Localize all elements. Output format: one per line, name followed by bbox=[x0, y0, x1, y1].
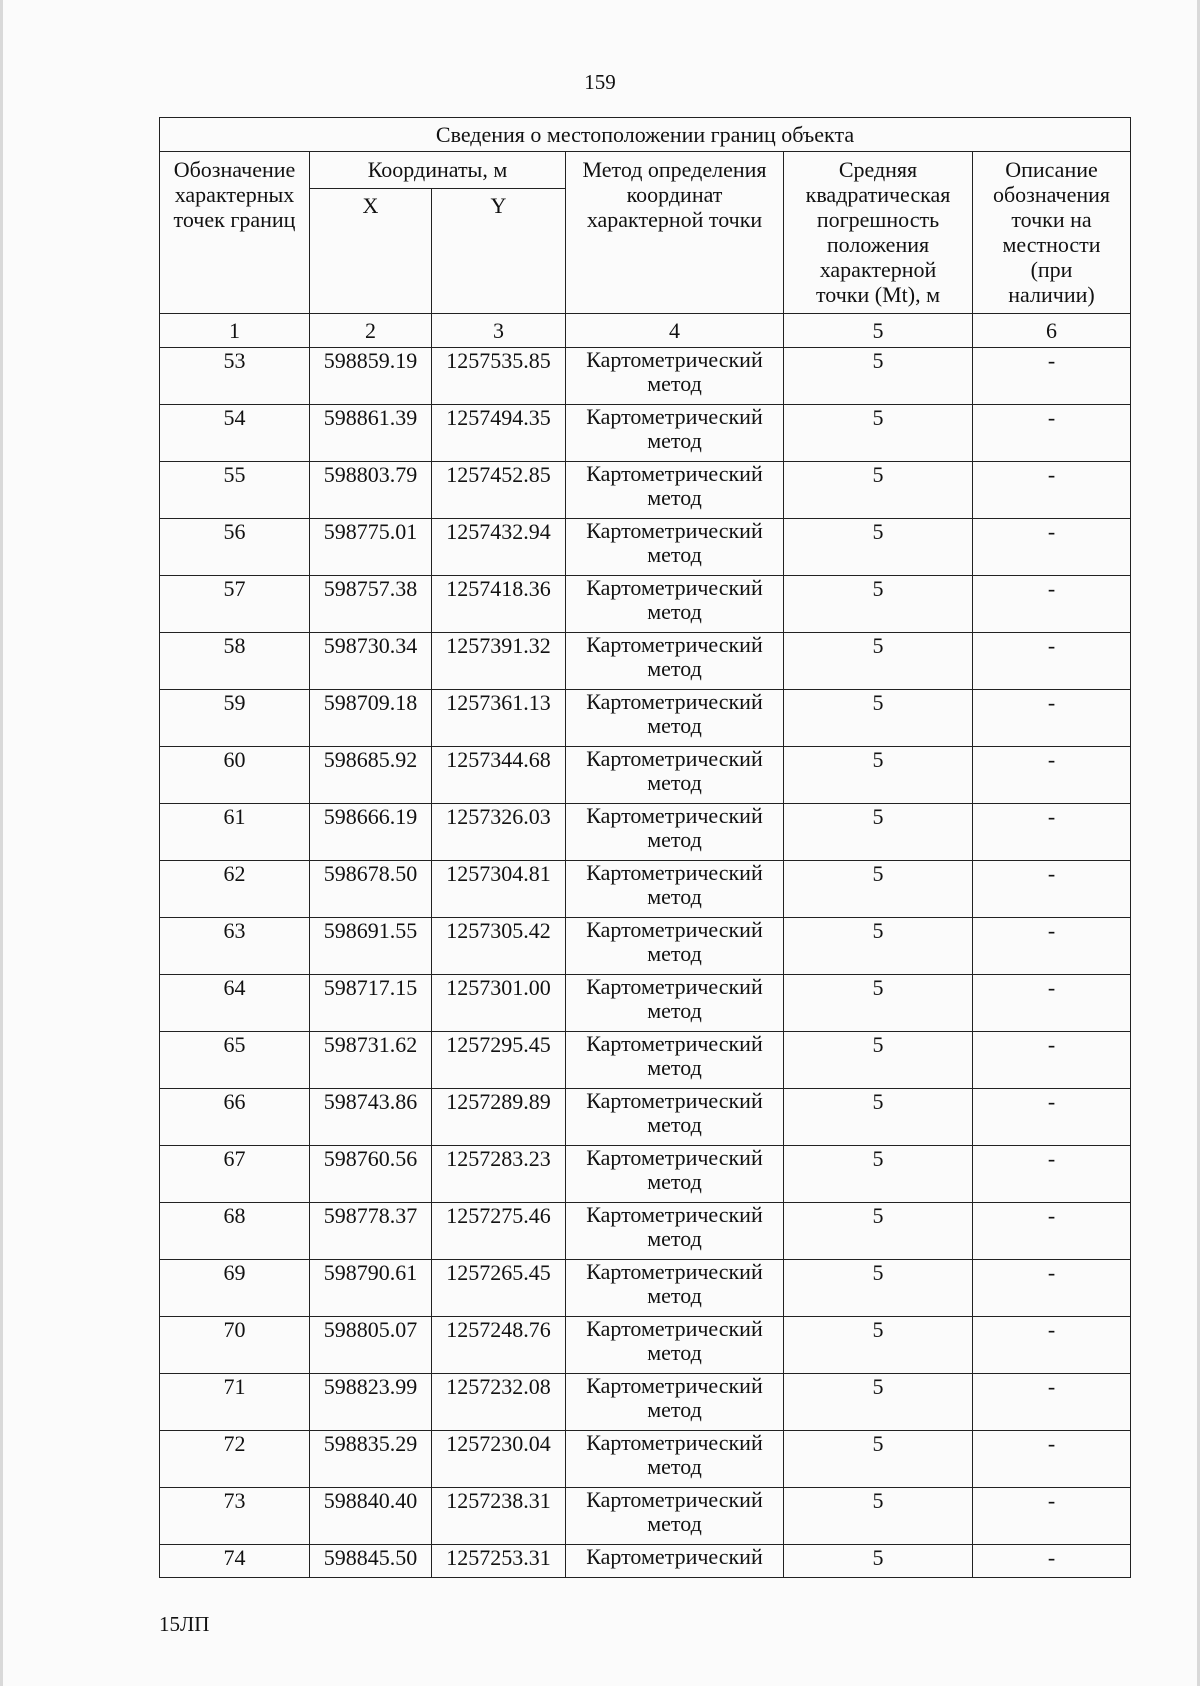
cell-method-line: Картометрический bbox=[586, 1373, 763, 1398]
cell-error: 5 bbox=[784, 1260, 973, 1317]
cell-method-line: Картометрический bbox=[586, 917, 763, 942]
cell-method-line: Картометрический bbox=[586, 1145, 763, 1170]
cell-error: 5 bbox=[784, 1089, 973, 1146]
table-row bbox=[160, 1203, 1131, 1260]
cell-x: 598840.40 bbox=[310, 1488, 432, 1545]
boundary-coordinates-table bbox=[159, 117, 1131, 1578]
cell-method-line: метод bbox=[647, 713, 702, 738]
cell-description: - bbox=[973, 804, 1131, 861]
table-row bbox=[160, 804, 1131, 861]
cell-method-line: Картометрический bbox=[586, 347, 763, 372]
header-line: (при bbox=[1030, 257, 1073, 282]
cell-method-line: Картометрический bbox=[586, 1259, 763, 1284]
cell-x: 598709.18 bbox=[310, 690, 432, 747]
cell-method-line: Картометрический bbox=[586, 1088, 763, 1113]
cell-x: 598778.37 bbox=[310, 1203, 432, 1260]
cell-y: 1257304.81 bbox=[432, 861, 566, 918]
column-number: 6 bbox=[973, 314, 1131, 348]
cell-y: 1257361.13 bbox=[432, 690, 566, 747]
cell-point: 58 bbox=[160, 633, 310, 690]
cell-method-line: метод bbox=[647, 1112, 702, 1137]
table-row bbox=[160, 1146, 1131, 1203]
table-row bbox=[160, 462, 1131, 519]
header-line: наличии) bbox=[1008, 282, 1095, 307]
cell-x: 598731.62 bbox=[310, 1032, 432, 1089]
cell-y: 1257301.00 bbox=[432, 975, 566, 1032]
cell-description: - bbox=[973, 348, 1131, 405]
cell-method-line: Картометрический bbox=[586, 518, 763, 543]
cell-point: 67 bbox=[160, 1146, 310, 1203]
cell-method bbox=[566, 1488, 784, 1545]
cell-method-line: Картометрический bbox=[586, 1430, 763, 1455]
cell-error: 5 bbox=[784, 1374, 973, 1431]
cell-description: - bbox=[973, 1203, 1131, 1260]
cell-description: - bbox=[973, 576, 1131, 633]
table-body bbox=[160, 348, 1131, 1578]
cell-point: 61 bbox=[160, 804, 310, 861]
table-row bbox=[160, 576, 1131, 633]
cell-description: - bbox=[973, 747, 1131, 804]
cell-method-line: метод bbox=[647, 770, 702, 795]
cell-point: 55 bbox=[160, 462, 310, 519]
cell-point: 56 bbox=[160, 519, 310, 576]
cell-method-line: метод bbox=[647, 1397, 702, 1422]
cell-error: 5 bbox=[784, 804, 973, 861]
cell-description: - bbox=[973, 918, 1131, 975]
cell-y: 1257295.45 bbox=[432, 1032, 566, 1089]
cell-x: 598691.55 bbox=[310, 918, 432, 975]
cell-method-line: Картометрический bbox=[586, 575, 763, 600]
cell-point: 64 bbox=[160, 975, 310, 1032]
table-row bbox=[160, 1317, 1131, 1374]
cell-point: 72 bbox=[160, 1431, 310, 1488]
header-coordinates: Координаты, м bbox=[310, 152, 566, 189]
cell-method bbox=[566, 1545, 784, 1578]
cell-error: 5 bbox=[784, 519, 973, 576]
cell-x: 598823.99 bbox=[310, 1374, 432, 1431]
cell-description: - bbox=[973, 462, 1131, 519]
page-number: 159 bbox=[584, 70, 616, 94]
cell-point: 70 bbox=[160, 1317, 310, 1374]
cell-y: 1257230.04 bbox=[432, 1431, 566, 1488]
column-number: 5 bbox=[784, 314, 973, 348]
cell-method bbox=[566, 747, 784, 804]
cell-point: 66 bbox=[160, 1089, 310, 1146]
cell-method bbox=[566, 1203, 784, 1260]
cell-method bbox=[566, 519, 784, 576]
cell-error: 5 bbox=[784, 405, 973, 462]
cell-point: 62 bbox=[160, 861, 310, 918]
cell-method bbox=[566, 1374, 784, 1431]
cell-error: 5 bbox=[784, 1146, 973, 1203]
cell-error: 5 bbox=[784, 348, 973, 405]
cell-y: 1257432.94 bbox=[432, 519, 566, 576]
cell-y: 1257326.03 bbox=[432, 804, 566, 861]
cell-point: 57 bbox=[160, 576, 310, 633]
cell-error: 5 bbox=[784, 1488, 973, 1545]
cell-y: 1257248.76 bbox=[432, 1317, 566, 1374]
cell-method-line: метод bbox=[647, 485, 702, 510]
cell-description: - bbox=[973, 1488, 1131, 1545]
cell-method-line: Картометрический bbox=[586, 1487, 763, 1512]
table-caption: Сведения о местоположении границ объекта bbox=[160, 118, 1131, 152]
header-description bbox=[973, 152, 1131, 314]
cell-x: 598757.38 bbox=[310, 576, 432, 633]
cell-point: 59 bbox=[160, 690, 310, 747]
cell-y: 1257232.08 bbox=[432, 1374, 566, 1431]
table-row bbox=[160, 405, 1131, 462]
cell-method bbox=[566, 804, 784, 861]
cell-error: 5 bbox=[784, 690, 973, 747]
cell-method-line: метод bbox=[647, 1283, 702, 1308]
cell-method-line: Картометрический bbox=[586, 746, 763, 771]
cell-error: 5 bbox=[784, 918, 973, 975]
table-row bbox=[160, 690, 1131, 747]
cell-y: 1257494.35 bbox=[432, 405, 566, 462]
cell-description: - bbox=[973, 519, 1131, 576]
cell-x: 598775.01 bbox=[310, 519, 432, 576]
cell-method-line: метод bbox=[647, 998, 702, 1023]
cell-method bbox=[566, 1089, 784, 1146]
header-error bbox=[784, 152, 973, 314]
header-x: X bbox=[310, 189, 432, 314]
cell-method-line: Картометрический bbox=[586, 461, 763, 486]
column-number: 3 bbox=[432, 314, 566, 348]
cell-method-line: Картометрический bbox=[586, 1031, 763, 1056]
cell-x: 598790.61 bbox=[310, 1260, 432, 1317]
cell-x: 598760.56 bbox=[310, 1146, 432, 1203]
cell-x: 598805.07 bbox=[310, 1317, 432, 1374]
cell-y: 1257283.23 bbox=[432, 1146, 566, 1203]
cell-error: 5 bbox=[784, 747, 973, 804]
cell-method-line: метод bbox=[647, 656, 702, 681]
cell-method bbox=[566, 690, 784, 747]
cell-y: 1257289.89 bbox=[432, 1089, 566, 1146]
cell-point: 69 bbox=[160, 1260, 310, 1317]
header-line: характерных bbox=[174, 182, 295, 207]
cell-point: 54 bbox=[160, 405, 310, 462]
column-number: 1 bbox=[160, 314, 310, 348]
cell-error: 5 bbox=[784, 1317, 973, 1374]
cell-method-line: Картометрический bbox=[586, 974, 763, 999]
cell-method bbox=[566, 348, 784, 405]
cell-method-line: метод bbox=[647, 599, 702, 624]
cell-method-line: метод bbox=[647, 1055, 702, 1080]
cell-point: 74 bbox=[160, 1545, 310, 1578]
cell-x: 598861.39 bbox=[310, 405, 432, 462]
cell-x: 598666.19 bbox=[310, 804, 432, 861]
footer-mark: 15ЛП bbox=[159, 1612, 210, 1636]
cell-y: 1257344.68 bbox=[432, 747, 566, 804]
table-row bbox=[160, 1032, 1131, 1089]
cell-point: 71 bbox=[160, 1374, 310, 1431]
table-row bbox=[160, 861, 1131, 918]
cell-description: - bbox=[973, 1545, 1131, 1578]
cell-method-line: Картометрический bbox=[586, 1316, 763, 1341]
header-line: обозначения bbox=[992, 182, 1111, 207]
header-line: точек границ bbox=[173, 207, 296, 232]
cell-method bbox=[566, 1317, 784, 1374]
cell-x: 598717.15 bbox=[310, 975, 432, 1032]
header-line: Обозначение bbox=[173, 157, 296, 182]
cell-description: - bbox=[973, 1032, 1131, 1089]
cell-description: - bbox=[973, 1431, 1131, 1488]
table-row bbox=[160, 918, 1131, 975]
cell-error: 5 bbox=[784, 861, 973, 918]
cell-description: - bbox=[973, 1146, 1131, 1203]
cell-y: 1257265.45 bbox=[432, 1260, 566, 1317]
header-line: характерной точки bbox=[586, 207, 763, 232]
cell-description: - bbox=[973, 1317, 1131, 1374]
cell-y: 1257275.46 bbox=[432, 1203, 566, 1260]
cell-error: 5 bbox=[784, 1032, 973, 1089]
cell-point: 68 bbox=[160, 1203, 310, 1260]
table-row bbox=[160, 747, 1131, 804]
header-line: координат bbox=[626, 182, 723, 207]
header-line: точки на bbox=[1011, 207, 1092, 232]
header-line: положения bbox=[826, 232, 930, 257]
cell-description: - bbox=[973, 405, 1131, 462]
cell-method bbox=[566, 576, 784, 633]
cell-method-line: метод bbox=[647, 1226, 702, 1251]
cell-x: 598845.50 bbox=[310, 1545, 432, 1578]
table-row bbox=[160, 1260, 1131, 1317]
cell-method-line: метод bbox=[647, 1169, 702, 1194]
cell-error: 5 bbox=[784, 633, 973, 690]
cell-point: 73 bbox=[160, 1488, 310, 1545]
cell-x: 598678.50 bbox=[310, 861, 432, 918]
cell-y: 1257391.32 bbox=[432, 633, 566, 690]
cell-x: 598730.34 bbox=[310, 633, 432, 690]
cell-x: 598835.29 bbox=[310, 1431, 432, 1488]
cell-method-line: метод bbox=[647, 941, 702, 966]
cell-method-line: метод bbox=[647, 428, 702, 453]
cell-method bbox=[566, 462, 784, 519]
scan-edge-left bbox=[0, 0, 3, 1686]
cell-y: 1257418.36 bbox=[432, 576, 566, 633]
cell-y: 1257253.31 bbox=[432, 1545, 566, 1578]
table-row bbox=[160, 1374, 1131, 1431]
cell-method-line: Картометрический bbox=[586, 632, 763, 657]
cell-method-line: метод bbox=[647, 1340, 702, 1365]
table-row bbox=[160, 348, 1131, 405]
header-point-designation bbox=[160, 152, 310, 314]
cell-description: - bbox=[973, 1089, 1131, 1146]
table-row bbox=[160, 1488, 1131, 1545]
cell-description: - bbox=[973, 861, 1131, 918]
header-line: квадратическая bbox=[805, 182, 951, 207]
table-row bbox=[160, 1431, 1131, 1488]
table-row bbox=[160, 975, 1131, 1032]
cell-y: 1257238.31 bbox=[432, 1488, 566, 1545]
cell-method bbox=[566, 1032, 784, 1089]
cell-x: 598685.92 bbox=[310, 747, 432, 804]
cell-description: - bbox=[973, 1260, 1131, 1317]
cell-method bbox=[566, 633, 784, 690]
cell-y: 1257305.42 bbox=[432, 918, 566, 975]
header-method bbox=[566, 152, 784, 314]
cell-method bbox=[566, 1146, 784, 1203]
cell-point: 53 bbox=[160, 348, 310, 405]
cell-point: 60 bbox=[160, 747, 310, 804]
header-line: характерной bbox=[819, 257, 937, 282]
cell-method-line: метод bbox=[647, 884, 702, 909]
cell-method bbox=[566, 1431, 784, 1488]
cell-method-line: Картометрический bbox=[586, 404, 763, 429]
cell-error: 5 bbox=[784, 975, 973, 1032]
cell-y: 1257535.85 bbox=[432, 348, 566, 405]
header-line: Описание bbox=[1005, 157, 1098, 182]
column-number: 4 bbox=[566, 314, 784, 348]
cell-point: 65 bbox=[160, 1032, 310, 1089]
table-row bbox=[160, 519, 1131, 576]
column-number: 2 bbox=[310, 314, 432, 348]
cell-x: 598859.19 bbox=[310, 348, 432, 405]
cell-method bbox=[566, 1260, 784, 1317]
cell-x: 598803.79 bbox=[310, 462, 432, 519]
cell-error: 5 bbox=[784, 462, 973, 519]
cell-description: - bbox=[973, 690, 1131, 747]
header-line: Средняя bbox=[838, 157, 918, 182]
cell-point: 63 bbox=[160, 918, 310, 975]
cell-y: 1257452.85 bbox=[432, 462, 566, 519]
cell-error: 5 bbox=[784, 576, 973, 633]
cell-method bbox=[566, 405, 784, 462]
cell-method bbox=[566, 861, 784, 918]
header-y: Y bbox=[432, 189, 566, 314]
cell-x: 598743.86 bbox=[310, 1089, 432, 1146]
cell-method-line: метод bbox=[647, 542, 702, 567]
cell-method bbox=[566, 918, 784, 975]
cell-method-line: метод bbox=[647, 1454, 702, 1479]
cell-method-line: Картометрический bbox=[586, 1202, 763, 1227]
cell-method-line: Картометрический bbox=[586, 803, 763, 828]
cell-method-line: метод bbox=[647, 1511, 702, 1536]
cell-method-line: метод bbox=[647, 827, 702, 852]
cell-description: - bbox=[973, 1374, 1131, 1431]
table-row bbox=[160, 1545, 1131, 1578]
cell-method-line: Картометрический bbox=[586, 860, 763, 885]
header-line: Метод определения bbox=[582, 157, 767, 182]
table-row bbox=[160, 1089, 1131, 1146]
cell-error: 5 bbox=[784, 1545, 973, 1578]
cell-description: - bbox=[973, 975, 1131, 1032]
cell-method-line: Картометрический bbox=[586, 1544, 763, 1569]
cell-error: 5 bbox=[784, 1203, 973, 1260]
cell-description: - bbox=[973, 633, 1131, 690]
header-line: точки (Mt), м bbox=[815, 282, 941, 307]
cell-method-line: Картометрический bbox=[586, 689, 763, 714]
header-line: местности bbox=[1002, 232, 1101, 257]
cell-method bbox=[566, 975, 784, 1032]
cell-error: 5 bbox=[784, 1431, 973, 1488]
header-line: погрешность bbox=[816, 207, 940, 232]
cell-method-line: метод bbox=[647, 371, 702, 396]
table-row bbox=[160, 633, 1131, 690]
